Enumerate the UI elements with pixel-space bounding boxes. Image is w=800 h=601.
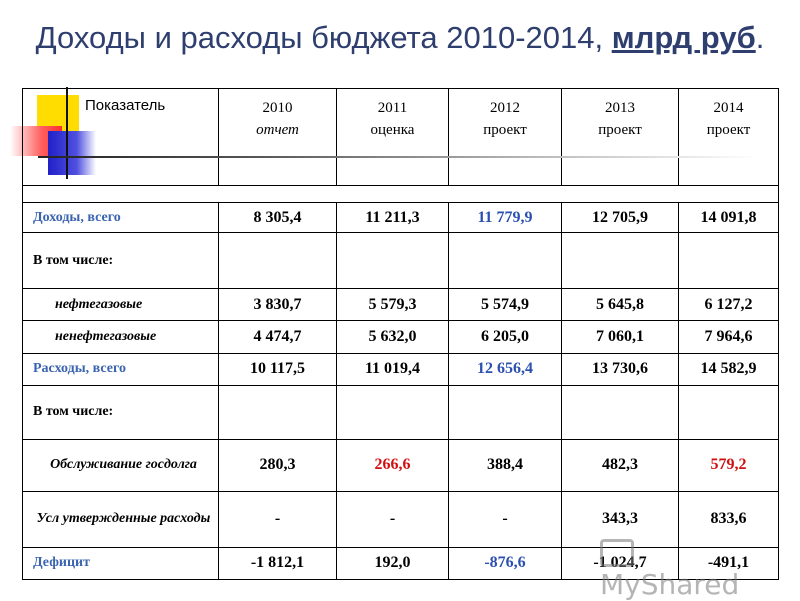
row-label: Усл утвержденные расходы bbox=[23, 492, 219, 548]
cell-2013 bbox=[562, 386, 679, 440]
cell-2012: 5 574,9 bbox=[449, 289, 562, 321]
row-label: Доходы, всего bbox=[23, 203, 219, 233]
cell-2013 bbox=[562, 233, 679, 289]
year-status: проект bbox=[706, 122, 751, 138]
row-label: нефтегазовые bbox=[23, 289, 219, 321]
cell-2011: 5 632,0 bbox=[337, 321, 449, 353]
cell-2010: 10 117,5 bbox=[219, 353, 337, 385]
cell-2014 bbox=[679, 386, 779, 440]
cell-2014: 833,6 bbox=[679, 492, 779, 548]
header-year-2011 bbox=[337, 89, 449, 186]
cell-2014 bbox=[679, 233, 779, 289]
year-status: проект bbox=[483, 122, 527, 138]
cell-2012 bbox=[449, 233, 562, 289]
cell-2013: 343,3 bbox=[562, 492, 679, 548]
cell-2010 bbox=[219, 386, 337, 440]
cell-2010 bbox=[219, 233, 337, 289]
row-label: В том числе: bbox=[23, 233, 219, 289]
watermark-logo-icon bbox=[600, 539, 634, 567]
budget-table bbox=[22, 88, 779, 580]
header-year-2013 bbox=[562, 89, 679, 186]
cell-2014: -491,1 bbox=[679, 547, 779, 579]
cell-2011: - bbox=[337, 492, 449, 548]
cell-2013: 5 645,8 bbox=[562, 289, 679, 321]
cell-2012 bbox=[449, 386, 562, 440]
header-year-2012 bbox=[449, 89, 562, 186]
cell-2011: 11 019,4 bbox=[337, 353, 449, 385]
watermark bbox=[600, 535, 770, 601]
table-row-oil-gas bbox=[23, 289, 779, 321]
table-row-expenses-including bbox=[23, 386, 779, 440]
title-tail: . bbox=[755, 20, 765, 55]
cell-2013: 482,3 bbox=[562, 439, 679, 492]
cell-2010: 4 474,7 bbox=[219, 321, 337, 353]
row-label: Расходы, всего bbox=[23, 353, 219, 385]
cell-2011: 192,0 bbox=[337, 547, 449, 579]
cell-2013: 7 060,1 bbox=[562, 321, 679, 353]
table-row-income-total bbox=[23, 203, 779, 233]
table-row-income-including bbox=[23, 233, 779, 289]
cell-2013: 13 730,6 bbox=[562, 353, 679, 385]
cell-2012: - bbox=[449, 492, 562, 548]
row-label: Обслуживание госдолга bbox=[23, 439, 219, 492]
cell-2011 bbox=[337, 386, 449, 440]
cell-2011: 266,6 bbox=[337, 439, 449, 492]
cell-2012: 11 779,9 bbox=[449, 203, 562, 233]
header-year-2014 bbox=[679, 89, 779, 186]
header-year-2010 bbox=[219, 89, 337, 186]
cell-2013: -1 024,7 bbox=[562, 547, 679, 579]
cell-2011 bbox=[337, 233, 449, 289]
year-status: отчет bbox=[256, 122, 299, 138]
row-label: ненефтегазовые bbox=[23, 321, 219, 353]
cell-2011: 5 579,3 bbox=[337, 289, 449, 321]
cell-2010: 280,3 bbox=[219, 439, 337, 492]
decor-horizontal-line bbox=[38, 156, 758, 158]
row-label: Дефицит bbox=[23, 547, 219, 579]
year-label: 2010 bbox=[262, 100, 293, 116]
page-title bbox=[0, 20, 800, 56]
header-row bbox=[23, 89, 779, 186]
cell-2012: 388,4 bbox=[449, 439, 562, 492]
spacer-row bbox=[23, 185, 779, 202]
cell-2010: -1 812,1 bbox=[219, 547, 337, 579]
cell-2010: 8 305,4 bbox=[219, 203, 337, 233]
table-row-non-oil-gas bbox=[23, 321, 779, 353]
table-row-debt-service bbox=[23, 439, 779, 492]
year-label: 2011 bbox=[377, 100, 408, 116]
cell-2014: 6 127,2 bbox=[679, 289, 779, 321]
decor-vertical-line bbox=[66, 87, 68, 179]
cell-2013: 12 705,9 bbox=[562, 203, 679, 233]
title-main: Доходы и расходы бюджета 2010-2014, bbox=[35, 20, 612, 55]
cell-2012: 12 656,4 bbox=[449, 353, 562, 385]
table-row-expenses-total bbox=[23, 353, 779, 385]
cell-2014: 579,2 bbox=[679, 439, 779, 492]
cell-2014: 14 582,9 bbox=[679, 353, 779, 385]
cell-2012: 6 205,0 bbox=[449, 321, 562, 353]
year-status: оценка bbox=[370, 122, 415, 138]
title-unit: млрд руб bbox=[611, 20, 756, 55]
cell-2014: 7 964,6 bbox=[679, 321, 779, 353]
header-indicator: Показатель bbox=[23, 89, 219, 186]
year-label: 2014 bbox=[713, 100, 744, 116]
year-label: 2012 bbox=[490, 100, 520, 116]
cell-2012: -876,6 bbox=[449, 547, 562, 579]
cell-2010: 3 830,7 bbox=[219, 289, 337, 321]
year-label: 2013 bbox=[605, 100, 635, 116]
cell-2014: 14 091,8 bbox=[679, 203, 779, 233]
cell-2011: 11 211,3 bbox=[337, 203, 449, 233]
year-status: проект bbox=[598, 122, 642, 138]
watermark-text: MyShared bbox=[600, 568, 740, 601]
row-label: В том числе: bbox=[23, 386, 219, 440]
cell-2010: - bbox=[219, 492, 337, 548]
